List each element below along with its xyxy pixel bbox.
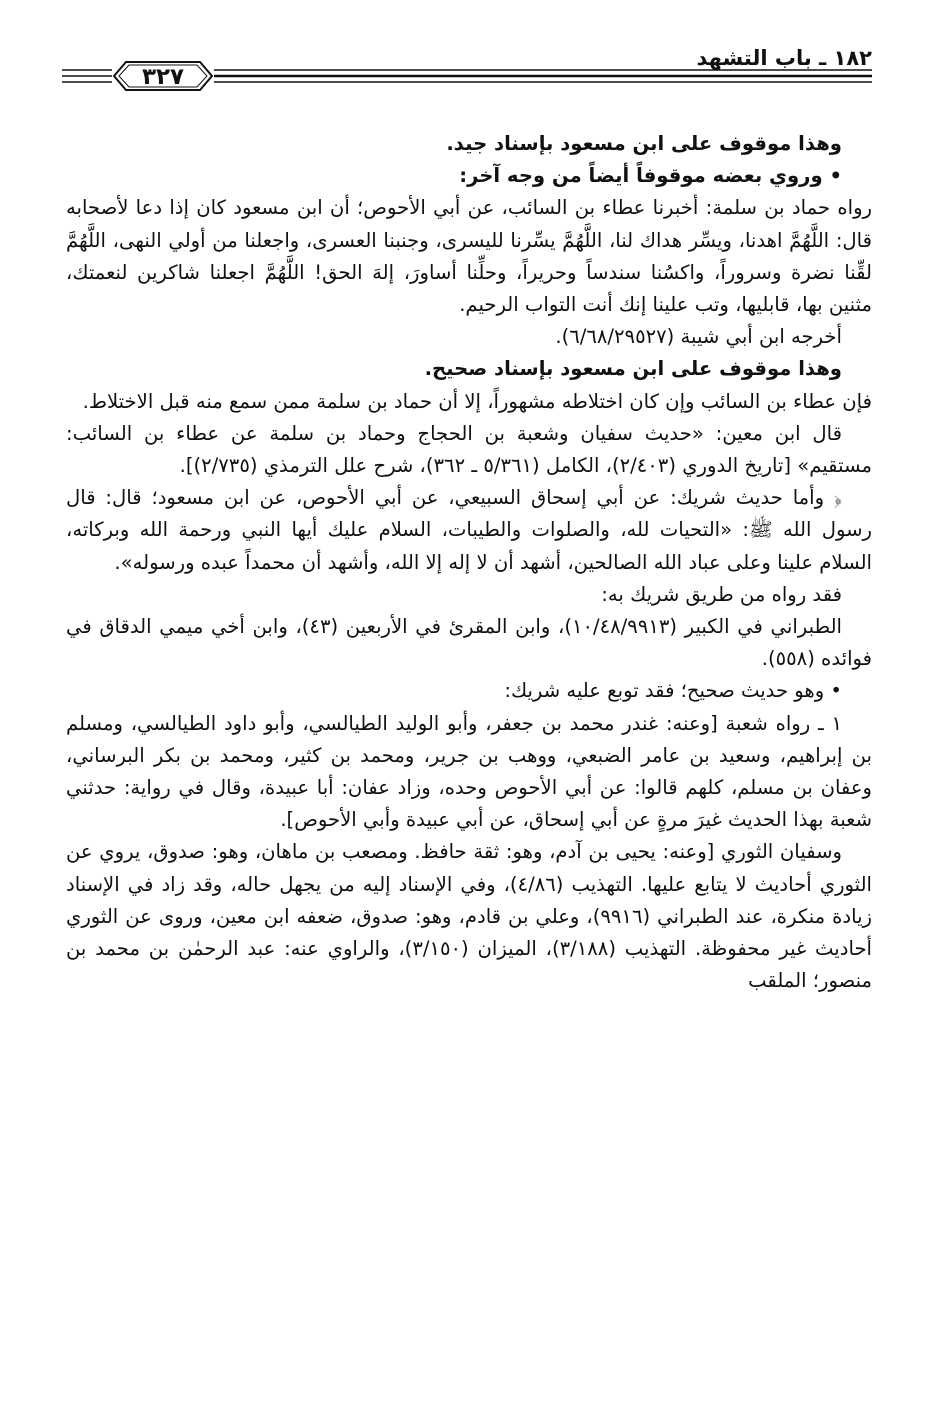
paragraph: رواه حماد بن سلمة: أخبرنا عطاء بن السائب، عن أبي الأحوص؛ أن ابن مسعود كان إذا دعا لأصحابه قال: اللَّهُمَّ اهدنا، ويسِّر هداك لنا، اللَّهُمَّ يسِّرنا لليسرى، وجنبنا العسرى، واجعلنا من أولي النهى، اللَّهُمَّ لقِّنا نضرة وسروراً، واكسُنا سندساً وحريراً، وحلِّنا أساورَ، إلهَ الحق! اللَّهُمَّ اجعلنا شاكرين لنعمتك، مثنين بها، قابليها، وتب علينا إنك أنت التواب الرحيم. [66, 196, 872, 317]
page-number: ٣٢٧ [141, 64, 185, 90]
paragraph: • وهو حديث صحيح؛ فقد توبع عليه شريك: [504, 679, 842, 703]
paragraph: ﴿ وأما حديث شريك: عن أبي إسحاق السبيعي، عن أبي الأحوص، عن ابن مسعود؛ قال: قال رسول الله ﷺ: «التحيات لله، والصلوات والطيبات، السلام عليك أيها النبي ورحمة الله وبركاته، السلام علينا وعلى عباد الله الصالحين، أشهد أن لا إله إلا الله، وأشهد أن محمداً عبده ورسوله». [66, 486, 872, 574]
page-header [62, 46, 872, 100]
paragraph: وهذا موقوف على ابن مسعود بإسناد صحيح. [424, 357, 842, 381]
chapter-title: ١٨٢ ـ باب التشهد [696, 46, 872, 70]
paragraph: وسفيان الثوري [وعنه: يحيى بن آدم، وهو: ثقة حافظ. ومصعب بن ماهان، وهو: صدوق، يروي عن الثوري أحاديث لا يتابع عليها. التهذيب (٤/٨٦)، وفي الإسناد إليه من يجهل حاله، وقد زاد في الإسناد زيادة منكرة، عند الطبراني (٩٩١٦)، وعلي بن قادم، وهو: صدوق، ضعفه ابن معين، وروى عن الثوري أحاديث غير محفوظة. التهذيب (٣/١٨٨)، الميزان (٣/١٥٠)، والراوي عنه: عبد الرحمٰن بن محمد بن منصور؛ الملقب [66, 840, 873, 993]
paragraph: وهذا موقوف على ابن مسعود بإسناد جيد. [446, 132, 842, 155]
page-body [66, 128, 872, 997]
paragraph: • وروي بعضه موقوفاً أيضاً من وجه آخر: [459, 164, 842, 188]
paragraph: ١ ـ رواه شعبة [وعنه: غندر محمد بن جعفر، وأبو الوليد الطيالسي، وأبو داود الطيالسي، ومسلم بن إبراهيم، وسعيد بن عامر الضبعي، ووهب بن جرير، ومحمد بن كثير، ومحمد بن بكر البرساني، وعفان بن مسلم، كلهم قالوا: عن أبي الأحوص وحده، وزاد عفان: أبا عبيدة، وقال في رواية: حدثني شعبة بهذا الحديث غيرَ مرةٍ عن أبي إسحاق، عن أبي عبيدة وأبي الأحوص]. [66, 711, 872, 832]
paragraph: فإن عطاء بن السائب وإن كان اختلاطه مشهوراً، إلا أن حماد بن سلمة ممن سمع منه قبل الاختلاط. [82, 389, 872, 413]
paragraph: أخرجه ابن أبي شيبة (٦/٦٨/٢٩٥٢٧). [555, 325, 842, 349]
paragraph: فقد رواه من طريق شريك به: [601, 582, 842, 606]
paragraph: قال ابن معين: «حديث سفيان وشعبة بن الحجاج وحماد بن سلمة عن عطاء بن السائب: مستقيم» [تاريخ الدوري (٢/٤٠٣)، الكامل (٥/٣٦١ ـ ٣٦٢)، شرح علل الترمذي (٢/٧٣٥)]. [66, 421, 872, 478]
paragraph: الطبراني في الكبير (١٠/٤٨/٩٩١٣)، وابن المقرئ في الأربعين (٤٣)، وابن أخي ميمي الدقاق في فوائده (٥٥٨). [66, 615, 872, 671]
